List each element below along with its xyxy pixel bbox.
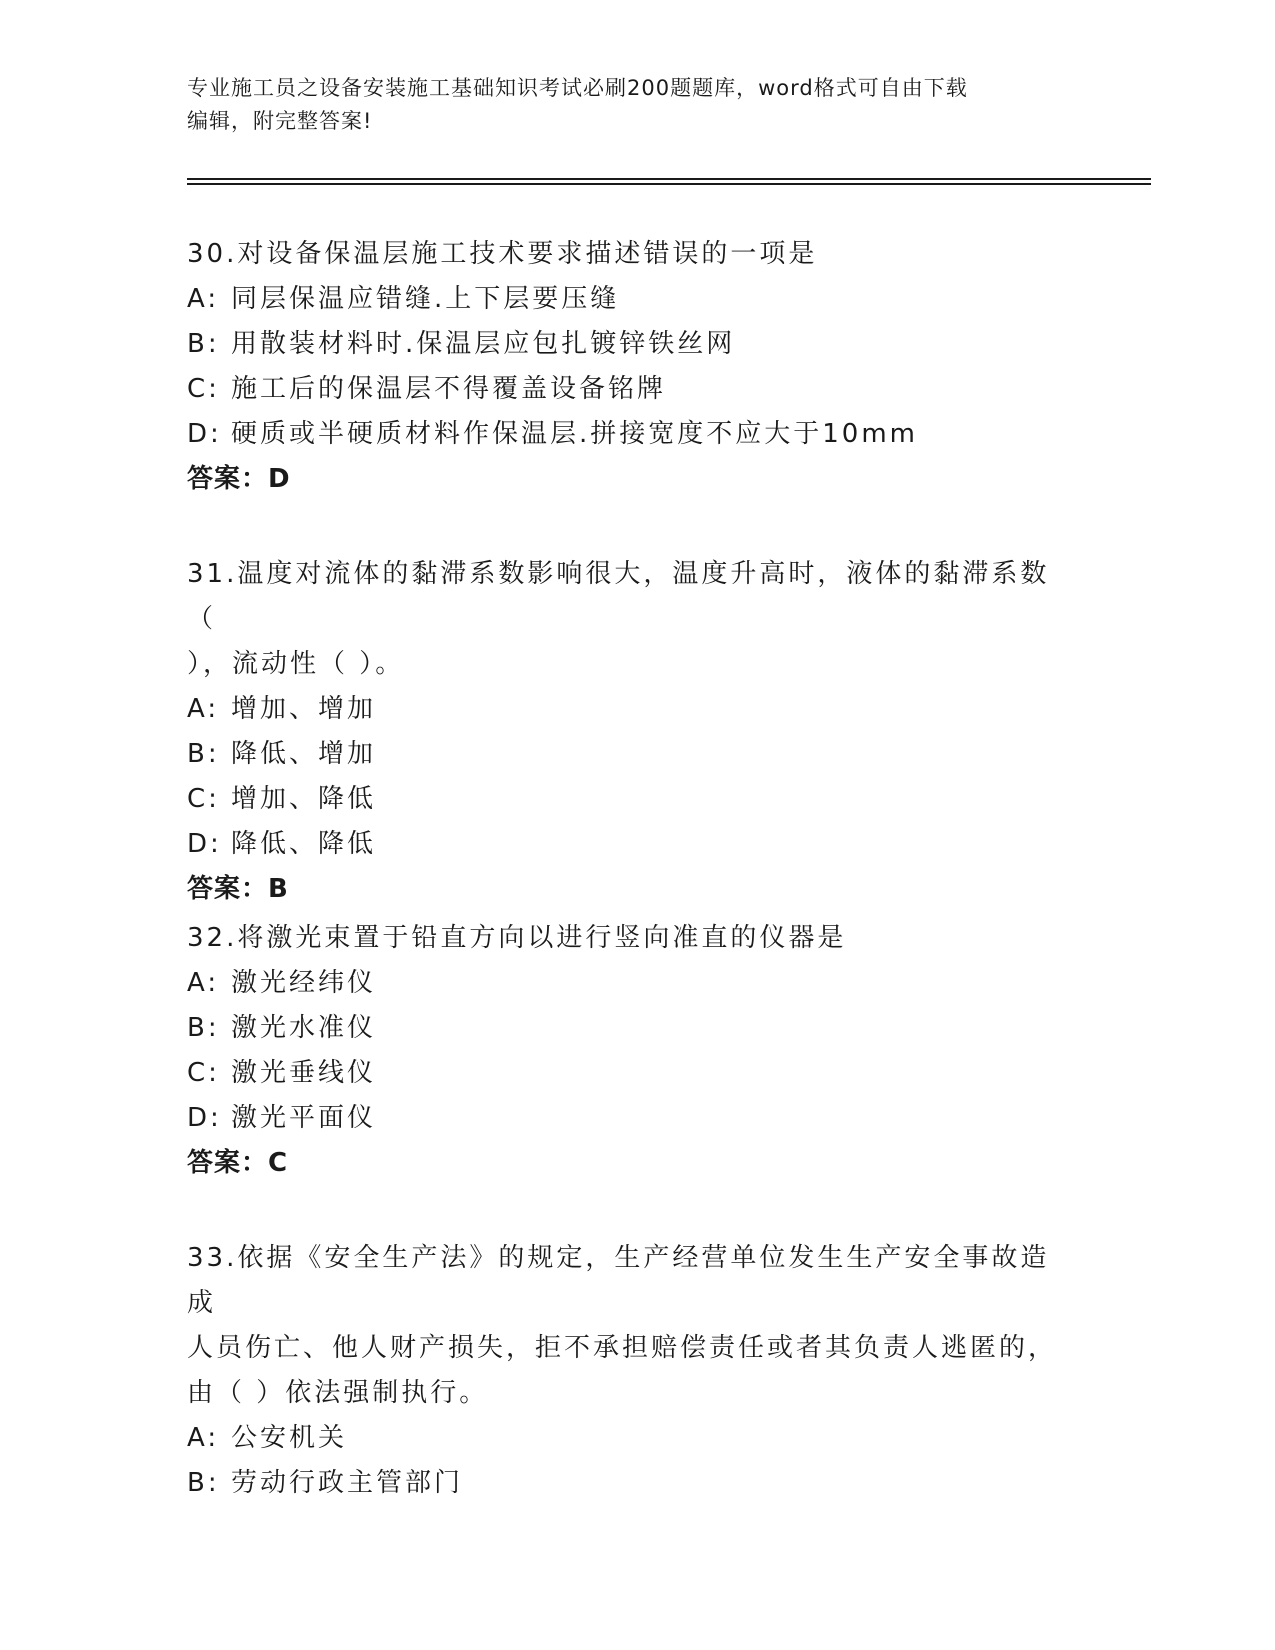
option-key: B: (187, 1468, 220, 1498)
option-text: 公安机关 (231, 1423, 348, 1453)
answer-line: 答案：D (187, 464, 291, 494)
header-divider-top (187, 178, 1151, 180)
option-text: 激光平面仪 (231, 1103, 377, 1133)
answer-line: 答案：C (187, 1148, 289, 1178)
option-key: B: (187, 329, 220, 359)
option-a (187, 961, 1077, 1006)
document-header (187, 72, 1067, 138)
question-stem: 30.对设备保温层施工技术要求描述错误的一项是 (187, 239, 818, 269)
option-b (187, 1461, 1077, 1506)
option-text: 同层保温应错缝.上下层要压缝 (231, 284, 620, 314)
question-stem-line-2: ），流动性（ ）。 (187, 649, 405, 679)
option-c (187, 367, 1077, 412)
option-c (187, 777, 1077, 822)
option-text: 施工后的保温层不得覆盖设备铭牌 (231, 374, 667, 404)
option-text: 增加、增加 (231, 694, 377, 724)
option-text: 激光经纬仪 (231, 968, 377, 998)
option-text: 降低、降低 (231, 829, 377, 859)
option-d (187, 412, 1077, 457)
option-text: 激光垂线仪 (231, 1058, 377, 1088)
question-stem-line-1: 33.依据《安全生产法》的规定，生产经营单位发生生产安全事故造成 (187, 1243, 1050, 1318)
option-key: D: (187, 419, 222, 449)
option-a (187, 1416, 1077, 1461)
header-divider-bottom (187, 183, 1151, 185)
question-stem-line-1: 31.温度对流体的黏滞系数影响很大，温度升高时，液体的黏滞系数（ (187, 559, 1050, 634)
option-text: 激光水准仪 (231, 1013, 377, 1043)
option-key: A: (187, 968, 220, 998)
option-text: 硬质或半硬质材料作保温层.拼接宽度不应大于10mm (231, 419, 919, 449)
option-text: 用散装材料时.保温层应包扎镀锌铁丝网 (231, 329, 736, 359)
option-key: D: (187, 1103, 222, 1133)
question-stem: 32.将激光束置于铅直方向以进行竖向准直的仪器是 (187, 923, 847, 953)
option-key: C: (187, 784, 220, 814)
option-key: B: (187, 1013, 220, 1043)
question-30 (187, 232, 1077, 502)
question-stem-line-2: 人员伤亡、他人财产损失，拒不承担赔偿责任或者其负责人逃匿的， (187, 1333, 1058, 1363)
option-b (187, 322, 1077, 367)
option-d (187, 1096, 1077, 1141)
option-text: 增加、降低 (231, 784, 377, 814)
option-text: 降低、增加 (231, 739, 377, 769)
option-key: D: (187, 829, 222, 859)
option-key: B: (187, 739, 220, 769)
question-31 (187, 552, 1077, 912)
option-b (187, 732, 1077, 777)
answer-line: 答案：B (187, 874, 289, 904)
option-key: A: (187, 694, 220, 724)
option-c (187, 1051, 1077, 1096)
option-a (187, 687, 1077, 732)
option-key: A: (187, 284, 220, 314)
question-33 (187, 1236, 1077, 1506)
option-d (187, 822, 1077, 867)
option-b (187, 1006, 1077, 1051)
header-title-line-1: 专业施工员之设备安装施工基础知识考试必刷200题题库，word格式可自由下载 (187, 76, 968, 100)
option-key: C: (187, 374, 220, 404)
question-stem-line-3: 由（ ）依法强制执行。 (187, 1378, 489, 1408)
option-a (187, 277, 1077, 322)
question-32 (187, 916, 1077, 1186)
option-text: 劳动行政主管部门 (231, 1468, 464, 1498)
header-title-line-2: 编辑，附完整答案! (187, 109, 373, 133)
option-key: C: (187, 1058, 220, 1088)
option-key: A: (187, 1423, 220, 1453)
